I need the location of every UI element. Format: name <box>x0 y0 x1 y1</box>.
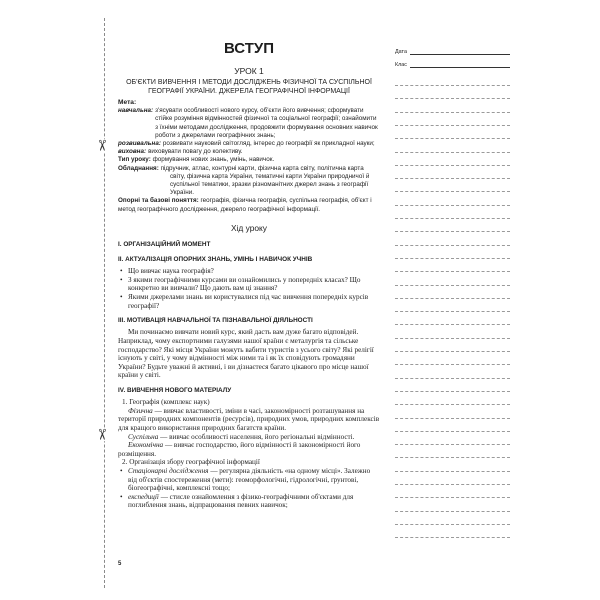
definition: Суспільна — вивчає особливості населення, його регіональні відмінності. <box>128 432 355 441</box>
motivation-paragraph: Ми починаємо вивчати новий курс, який дасть вам дуже багато відповідей. Наприклад, чому експортними галузями нашої країни є металургія та сільське господарство? Які місця України можуть вабити туристів з усього світу? Які релігії існують у світі, у чому відмінності між ними та і як їх сповідують громадяни України? Будьте уважні й активні, і ви дізнаєтеся багато цікавого про місце нашої країни у світі. <box>118 328 374 380</box>
goal-upbringing: виховна: виховувати повагу до колективу. <box>118 148 243 156</box>
goal-educational: навчальна: з'ясувати особливості нового курсу, об'єкти його вивчення; сформувати стійке розуміння відмінностей фізичної та соціальної географії; ознайомити з їхніми методами дослідження, продовжити формування основних навичок роботи з джерелами географічних знань; <box>118 107 378 139</box>
lesson-topic: ОБ'ЄКТИ ВИВЧЕННЯ І МЕТОДИ ДОСЛІДЖЕНЬ ФІЗИЧНОЇ ТА СУСПІЛЬНОЇ ГЕОГРАФІЇ УКРАЇНИ. ДЖЕРЕЛА ГЕОГРАФІЧНОЇ ІНФОРМАЦІЇ <box>126 79 372 95</box>
note-line <box>395 444 510 445</box>
note-line <box>395 418 510 419</box>
definition: Економічна — вивчає господарство, його відмінності й закономірності його розміщення. <box>118 441 361 458</box>
goal-developmental: розвивальна: розвивати науковий світогляд, інтерес до географії як прикладної науки; <box>118 140 375 148</box>
list-item: • Якими джерелами знань ви користувалися під час вивчення попередніх курсів географії? <box>128 293 380 310</box>
question-list <box>118 267 380 310</box>
basic-concepts: Опорні та базові поняття: географія, фізична географія, суспільна географія, об'єкт і метод географічного дослідження, джерело географічної інформації. <box>118 197 372 213</box>
note-line <box>395 457 510 458</box>
notes-header <box>395 42 510 68</box>
note-line <box>395 497 510 498</box>
note-line <box>395 98 510 99</box>
lesson-plan <box>118 40 380 510</box>
definition: Фізична — вивчає властивості, зміни в часі, закономірності розташування на території природних компонентів (ресурсів), природних умов, природних комплексів для кращого використання природних багатств країни. <box>118 406 380 432</box>
method-list <box>118 467 380 510</box>
scissors-icon: ✂ <box>92 428 111 441</box>
item-heading: 1. Географія (комплекс наук) <box>122 398 210 407</box>
note-line <box>395 484 510 485</box>
goal-heading: Мета: <box>118 99 137 106</box>
list-item: • Що вивчає наука географія? <box>128 267 380 276</box>
note-line <box>395 85 510 86</box>
note-line <box>395 258 510 259</box>
lesson-type: Тип уроку: формування нових знань, умінь, навичок. <box>118 156 275 164</box>
list-item: • Стаціонарні дослідження — регулярна діяльність «на одному місці». Залежно від об'єктів спостереження (мети): геоморфологічні, гідрологічні, ґрунтові, біогеографічні, комплексні тощо; <box>128 467 380 493</box>
note-line <box>395 178 510 179</box>
note-line <box>395 125 510 126</box>
list-item: • З якими географічними курсами ви ознайомились у попередніх класах? Що конкретно ви вивчали? Що дають вам ці знання? <box>128 276 380 293</box>
note-line <box>395 138 510 139</box>
cut-line <box>104 18 105 588</box>
note-line <box>395 191 510 192</box>
note-line <box>395 271 510 272</box>
note-line <box>395 324 510 325</box>
note-line <box>395 112 510 113</box>
note-line <box>395 338 510 339</box>
class-field[interactable]: Клас <box>395 55 510 68</box>
date-field[interactable]: Дата <box>395 42 510 55</box>
note-line <box>395 245 510 246</box>
note-line <box>395 391 510 392</box>
note-line <box>395 311 510 312</box>
item-heading: 2. Організація збору географічної інформації <box>122 458 260 467</box>
note-line <box>395 351 510 352</box>
note-line <box>395 431 510 432</box>
note-line <box>395 205 510 206</box>
note-line <box>395 152 510 153</box>
note-line <box>395 165 510 166</box>
section-heading: II. АКТУАЛІЗАЦІЯ ОПОРНИХ ЗНАНЬ, УМІНЬ І НАВИЧОК УЧНІВ <box>118 256 313 264</box>
note-line <box>395 364 510 365</box>
note-line <box>395 511 510 512</box>
chapter-title: ВСТУП <box>224 40 274 57</box>
note-line <box>395 285 510 286</box>
goals-list <box>118 107 380 156</box>
note-line <box>395 378 510 379</box>
note-line <box>395 471 510 472</box>
scissors-icon: ✂ <box>92 139 111 152</box>
note-line <box>395 524 510 525</box>
note-line <box>395 404 510 405</box>
note-line <box>395 298 510 299</box>
section-heading: III. МОТИВАЦІЯ НАВЧАЛЬНОЇ ТА ПІЗНАВАЛЬНОЇ ДІЯЛЬНОСТІ <box>118 317 313 325</box>
section-heading: IV. ВИВЧЕННЯ НОВОГО МАТЕРІАЛУ <box>118 386 232 394</box>
note-line <box>395 537 510 538</box>
list-item: • експедиції — стисле ознайомлення з фізико-географічними об'єктами для поглиблення знань, відпрацювання певних навичок; <box>128 493 380 510</box>
equipment: Обладнання: підручник, атлас, контурні карти, фізична карта світу, політична карта світу, фізична карта України, тематичні карти України природничої й суспільної тематики, зразки різноманітних джерел знань з географії України. <box>118 164 370 197</box>
page-number: 5 <box>118 561 122 567</box>
section-heading: I. ОРГАНІЗАЦІЙНИЙ МОМЕНТ <box>118 240 211 248</box>
lesson-course-heading: Хід уроку <box>230 222 267 233</box>
lesson-label: УРОК 1 <box>234 66 264 76</box>
note-line <box>395 231 510 232</box>
note-line <box>395 218 510 219</box>
